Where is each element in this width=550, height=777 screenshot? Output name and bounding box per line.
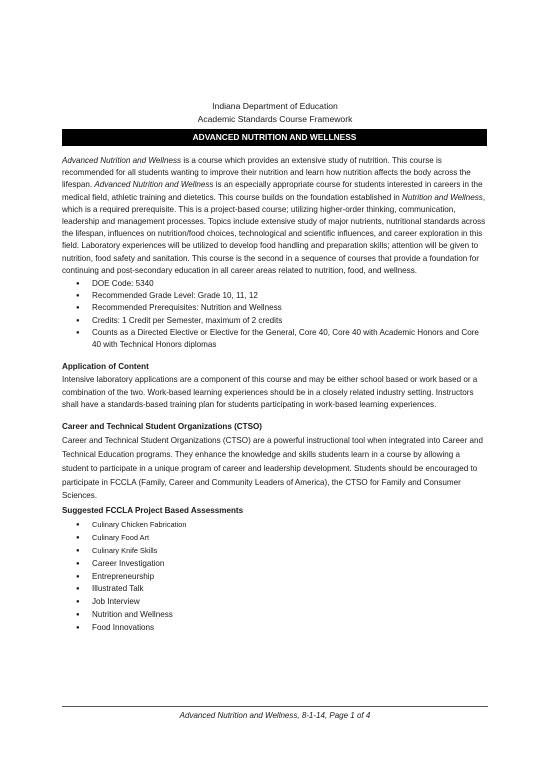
project-item: ● Food Innovations bbox=[82, 622, 488, 635]
page-footer: Advanced Nutrition and Wellness, 8-1-14, Page 1 of 4 bbox=[179, 711, 371, 720]
project-item: ● Job Interview bbox=[82, 596, 488, 609]
application-heading: Application of Content bbox=[62, 362, 149, 372]
fact-diploma-counts: ● Counts as a Directed Elective or Elective for the General, Core 40, Core 40 with Academic Honors and Core 40 with Technical Honors diplomas bbox=[82, 327, 488, 351]
description-text-1: is a course which provides an extensive study of nutrition. This course is recommended for all students wanting to improve their nutrition and learn how nutrition affects the body across the lifespan. bbox=[62, 156, 471, 190]
fact-grade-level: ● Recommended Grade Level: Grade 10, 11, 12 bbox=[82, 290, 488, 302]
application-body: Intensive laboratory applications are a component of this course and may be either school based or work based or a combination of the two. Work-based learning experiences should be in a closely related industry setting. Instructors shall have a standards-based training plan for students participating in work-based learning experiences. bbox=[62, 375, 478, 409]
document-body bbox=[62, 155, 488, 635]
course-name-italic: Advanced Nutrition and Wellness bbox=[62, 156, 182, 165]
course-description bbox=[62, 155, 488, 277]
description-text-3: , which is a required prerequisite. This is a project-based course; utilizing higher-order thinking, communication, leadership and management processes. Topics include extensive study of major nutrients, nutritional standards across the lifespan, influences on nutrition/food choices, technological and scientific influences, and career exploration in this field. Laboratory experiences will be utilized to develop food handling and preparation skills; attention will be given to nutrition, food safety and sanitation. This course is the second in a sequence of courses that provide a foundation for continuing and post-secondary education in all career areas related to nutrition, food, and wellness. bbox=[62, 192, 486, 275]
fact-credits: ● Credits: 1 Credit per Semester, maximum of 2 credits bbox=[82, 315, 488, 327]
header-line-2: Academic Standards Course Framework bbox=[197, 114, 353, 124]
document-header bbox=[0, 100, 550, 126]
project-item: ● Culinary Knife Skills bbox=[82, 545, 488, 558]
project-item: ● Culinary Chicken Fabrication bbox=[82, 519, 488, 532]
project-item: ● Culinary Food Art bbox=[82, 532, 488, 545]
prerequisite-name-italic: Nutrition and Wellness bbox=[402, 192, 483, 202]
ctso-heading: Career and Technical Student Organizations (CTSO) bbox=[62, 422, 262, 432]
project-assessments-list bbox=[62, 519, 488, 634]
fact-prerequisites: ● Recommended Prerequisites: Nutrition and Wellness bbox=[82, 302, 488, 314]
course-title-bar: ADVANCED NUTRITION AND WELLNESS bbox=[62, 129, 487, 146]
project-item: ● Nutrition and Wellness bbox=[82, 609, 488, 622]
project-item: ● Entrepreneurship bbox=[82, 571, 488, 584]
footer-divider bbox=[62, 706, 488, 707]
project-item: ● Career Investigation bbox=[82, 558, 488, 571]
fact-doe-code: ● DOE Code: 5340 bbox=[82, 278, 488, 290]
header-line-1: Indiana Department of Education bbox=[212, 101, 338, 111]
suggested-projects-heading: Suggested FCCLA Project Based Assessments bbox=[62, 506, 244, 516]
project-item: ● Illustrated Talk bbox=[82, 583, 488, 596]
description-text-2: is an especially appropriate course for students interested in careers in the medical field, athletic training and dietetics. This course builds on the foundation established in bbox=[62, 180, 483, 202]
ctso-body: Career and Technical Student Organizations (CTSO) are a powerful instructional tool when integrated into Career and Technical Education programs. They enhance the knowledge and skills students learn in a course by allowing a student to participate in a unique program of career and leadership development. Students should be encouraged to participate in FCCLA (Family, Career and Community Leaders of America), the CTSO for Family and Consumer Sciences. bbox=[62, 436, 483, 501]
course-facts-list bbox=[62, 278, 488, 351]
course-name-italic: Advanced Nutrition and Wellness bbox=[94, 180, 214, 190]
